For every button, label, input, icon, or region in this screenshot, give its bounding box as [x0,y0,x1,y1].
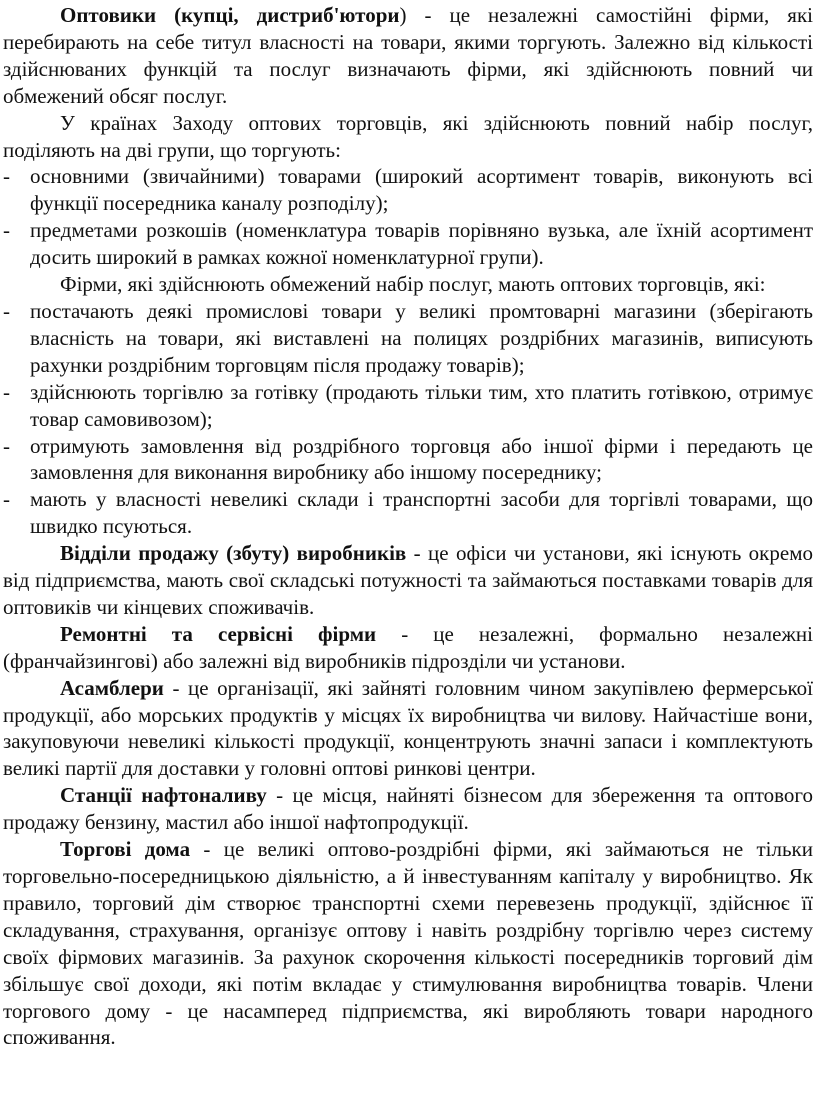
paragraph-assemblers [3,675,813,783]
list-item-text: предметами розкошів (номенклатура товарів порівняно вузька, але їхній асортимент досить широкий в рамках кожної номенклатурної групи). [30,218,813,270]
definition-wholesalers: ) - це незалежні самостійні фірми, які перебирають на себе титул власності на товари, якими торгують. Залежно від кількості здійснюваних функцій та послуг визначають фірми, які здійснюють повний чи обмежений обсяг послуг. [3,3,813,108]
term-trading-houses: Торгові дома [60,837,191,862]
paragraph-service-firms [3,621,813,675]
list-item-text: здійснюють торгівлю за готівку (продають тільки тим, хто платить готівкою, отримує товар самовивозом); [30,379,813,431]
paragraph-limited-service [3,271,813,298]
list-dash: - [3,433,10,458]
definition-oil-stations: - це місця, найняті бізнесом для збереження та оптового продажу бензину, мастил або іншої нафтопродукції. [3,783,813,835]
paragraph-text: Фірми, які здійснюють обмежений набір послуг, мають оптових торговців, які: [60,272,766,297]
list-dash: - [3,298,10,323]
definition-trading-houses: - це великі оптово-роздрібні фірми, які займаються не тільки торговельно-посередницькою діяльністю, а й інвестуванням капіталу у виробництво. Як правило, торговий дім створює транспортні схеми перевезень продукції, здійснює її складування, страхування, організує оптову і навіть роздрібну торгівлю через систему своїх фірмових магазинів. За рахунок скорочення кількості посередників торговий дім збільшує свої доходи, які потім вкладає у стимулювання виробництва товарів. Члени торгового дому - це насамперед підприємства, які виробляють товари народного споживання. [3,837,814,1050]
list-dash: - [3,164,10,189]
paragraph-text: У країнах Заходу оптових торговців, які здійснюють повний набір послуг, поділяють на дві групи, що торгують: [3,110,813,162]
definition-sales-offices: - це офіси чи установи, які існують окремо від підприємства, мають свої складські потужності та займаються поставками товарів для оптовиків чи кінцевих споживачів. [3,541,813,619]
paragraph-trading-houses [3,836,813,1051]
list-item [3,217,813,271]
definition-service-firms: - це незалежні, формально незалежні (франчайзингові) або залежні від виробників підрозділи чи установи. [3,621,813,673]
list-item [3,433,813,487]
list-item [3,298,813,379]
paragraph-western-groups [3,110,813,164]
list-item [3,163,813,217]
term-service-firms: Ремонтні та сервісні фірми [60,621,377,646]
list-item-text: отримують замовлення від роздрібного торговця або іншої фірми і передають це замовлення для виконання виробнику або іншому посереднику; [30,433,813,485]
paragraph-wholesalers [3,2,813,110]
list-item [3,379,813,433]
list-dash: - [3,218,10,243]
list-dash: - [3,379,10,404]
list-item-text: основними (звичайними) товарами (широкий асортимент товарів, виконують всі функції посередника каналу розподілу); [30,164,813,216]
term-sales-offices: Відділи продажу (збуту) виробників [60,541,407,566]
list-item [3,486,813,540]
list-item-text: постачають деякі промислові товари у великі промтоварні магазини (зберігають власність на товари, які виставлені на полицях роздрібних магазинів, виписують рахунки роздрібним торговцям після продажу товарів); [30,298,813,377]
list-item-text: мають у власності невеликі склади і транспортні засоби для торгівлі товарами, що швидко псуються. [30,487,813,539]
term-assemblers: Асамблери [60,675,164,700]
list-dash: - [3,487,10,512]
term-oil-stations: Станції нафтоналиву [60,783,267,808]
paragraph-sales-offices [3,540,813,621]
definition-assemblers: - це організації, які зайняті головним чином закупівлею фермерської продукції, або морських продуктів у місцях їх виробництва чи вилову. Найчастіше вони, закуповуючи невеликі кількості продукції, концентрують значні запаси і комплектують великі партії для доставки у головні оптові ринкові центри. [3,675,813,781]
paragraph-oil-stations [3,782,813,836]
term-wholesalers: Оптовики (купці, дистриб'ютори [60,3,400,27]
